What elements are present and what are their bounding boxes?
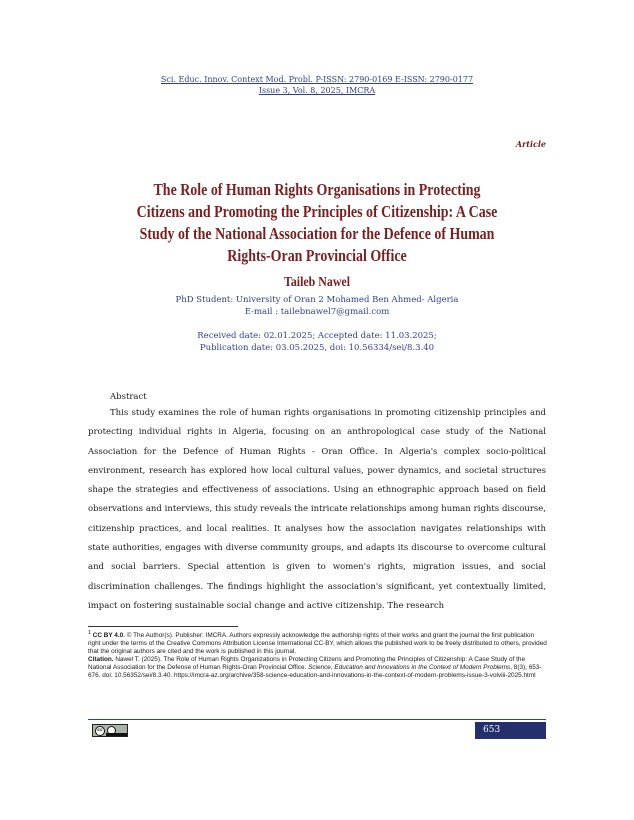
citation-rest[interactable]: , 8(3), 653-676. doi: 10.56352/sei/8.3.40. https://imcra-az.org/archive/358-science-education-and-innovations-in-the-context-of-modern-problems-issue-3-volviii-2025.html [88, 664, 542, 680]
journal-header [0, 74, 634, 96]
citation-text: Nawel T. (2025). The Role of Human Rights Organizations in Protecting Citizens and Promoting the Principles of Citizenship: A Case Study of the National Association for the Defense of Human Rights-Oran Provincial Office. [88, 656, 526, 672]
abstract-heading: Abstract [110, 392, 147, 402]
author-name: Taileb Nawel [283, 275, 351, 290]
author-affiliation: PhD Student: University of Oran 2 Mohamed Ben Ahmed- Algeria [175, 295, 459, 305]
cc-badge-bar [106, 733, 127, 736]
citation-label: Citation. [88, 656, 114, 664]
license-label: CC BY 4.0 [92, 632, 124, 640]
paper-title: The Role of Human Rights Organisations in Protecting Citizens and Promoting the Principles of Citizenship: A Case Study of the National Association for the Defence of Human Rights-Oran Provincial Office [136, 180, 498, 265]
abstract-body: This study examines the role of human rights organisations in promoting citizenship principles and protecting individual rights in Algeria, focusing on an anthropological case study of the National Association for the Defence of Human Rights - Oran Office. In Algeria's complex socio-political environment, research has explored how local cultural values, power dynamics, and societal structures shape the strategies and effectiveness of associations. Using an ethnographic approach based on field observations and interviews, this study reveals the intricate relationships among human rights discourse, citizenship practices, and local realities. It analyses how the association navigates relationships with state authorities, engages with diverse community groups, and adapts its discourse to overcome cultural and social barriers. Special attention is given to women's rights, migration issues, and social discrimination challenges. The findings highlight the association's significant, yet contextually limited, impact on fostering sustainable social change and active citizenship. The research [88, 408, 546, 611]
publication-date-doi: Publication date: 03.05.2025, doi: 10.56334/sei/8.3.40 [199, 343, 435, 353]
license-note [88, 629, 548, 656]
cc-license-badge[interactable] [92, 724, 128, 737]
article-type-label: Article [515, 139, 546, 149]
author-affiliation-block [0, 294, 634, 318]
journal-header-link[interactable]: Sci. Educ. Innov. Context Mod. Probl. P-ISSN: 2790-0169 E-ISSN: 2790-0177 [160, 75, 474, 84]
received-accepted-dates: Received date: 02.01.2025; Accepted date: 11.03.2025; [197, 331, 437, 341]
cc-icon: cc [95, 726, 105, 736]
publication-dates [0, 330, 634, 354]
footnote-divider [88, 626, 238, 627]
author-email[interactable]: E-mail : tailebnawel7@gmail.com [244, 307, 390, 317]
footer-divider [88, 719, 546, 720]
page-number: 653 [475, 722, 546, 739]
license-text: . © The Author(s). Publisher: IMCRA. Authors expressly acknowledge the authorship rights of their works and grant the journal the first publication right under the terms of the Creative Commons Attribution License International CC-BY, which allows the published work to be freely distributed to others, provided that the original authors are cited and the work is published in this journal. [88, 632, 547, 656]
footnote [88, 629, 548, 680]
footnote-marker: 1 [88, 630, 91, 636]
journal-issue-link[interactable]: Issue 3, Vol. 8, 2025, IMCRA [258, 86, 376, 95]
citation-note [88, 656, 548, 680]
citation-journal: Science, Education and Innovations in the Context of Modern Problems [308, 664, 511, 672]
